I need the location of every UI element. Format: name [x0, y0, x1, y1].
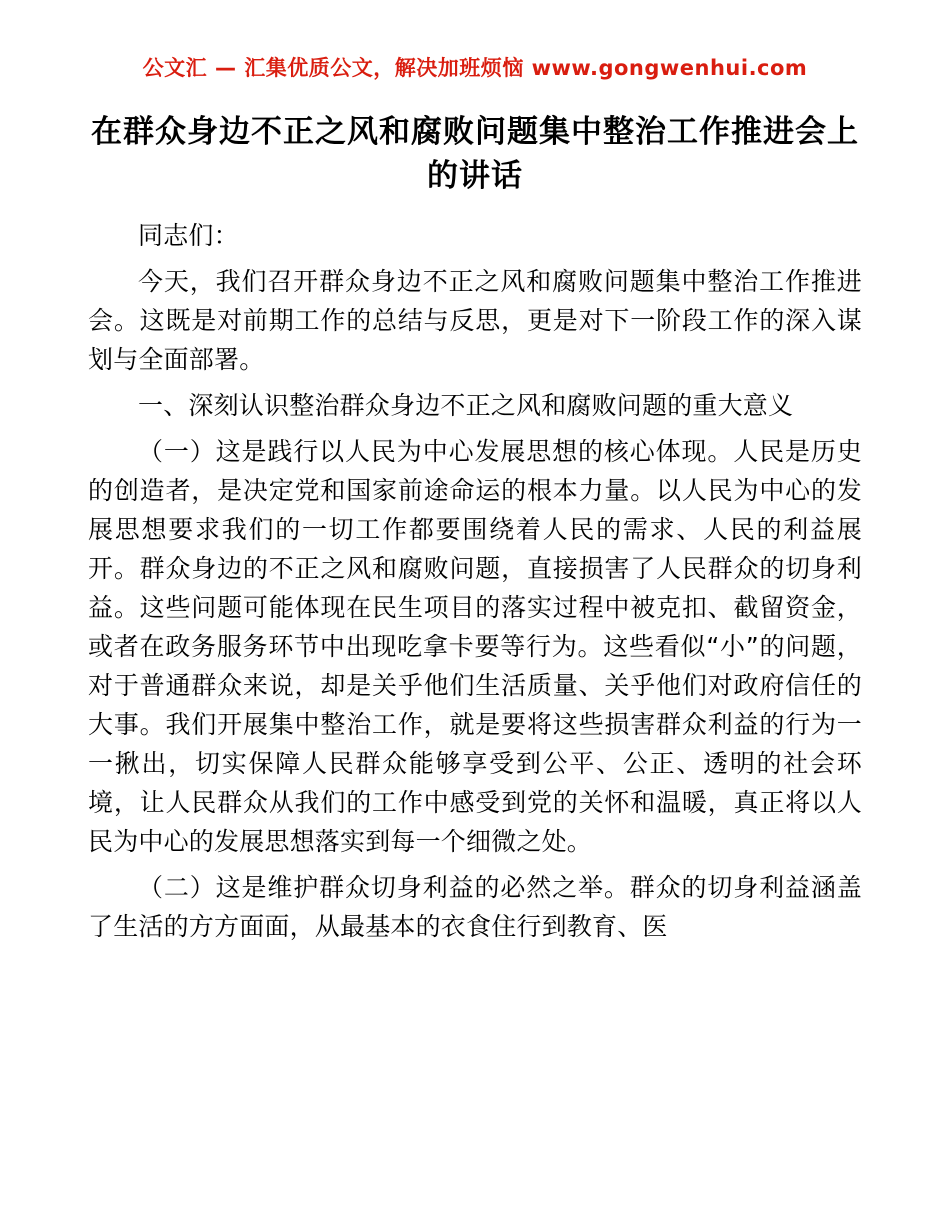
paragraph-item-two: （二）这是维护群众切身利益的必然之举。群众的切身利益涵盖了生活的方方面面，从最基本的衣食住行到教育、医	[88, 873, 862, 942]
paragraph-opening: 今天，我们召开群众身边不正之风和腐败问题集中整治工作推进会。这既是对前期工作的总结与反思，更是对下一阶段工作的深入谋划与全面部署。	[88, 267, 862, 375]
page-title: 在群众身边不正之风和腐败问题集中整治工作推进会上的讲话	[91, 114, 859, 195]
watermark-banner: 公文汇 — 汇集优质公文，解决加班烦恼 www.gongwenhui.com	[142, 56, 808, 80]
paragraph-item-one: （一）这是践行以人民为中心发展思想的核心体现。人民是历史的创造者，是决定党和国家前途命运的根本力量。以人民为中心的发展思想要求我们的一切工作都要围绕着人民的需求、人民的利益展开。群众身边的不正之风和腐败问题，直接损害了人民群众的切身利益。这些问题可能体现在民生项目的落实过程中被克扣、截留资金，或者在政务服务环节中出现吃拿卡要等行为。这些看似“小”的问题，对于普通群众来说，却是关乎他们生活质量、关乎他们对政府信任的大事。我们开展集中整治工作，就是要将这些损害群众利益的行为一一揪出，切实保障人民群众能够享受到公平、公正、透明的社会环境，让人民群众从我们的工作中感受到党的关怀和温暖，真正将以人民为中心的发展思想落实到每一个细微之处。	[88, 437, 862, 857]
section-heading-one: 一、深刻认识整治群众身边不正之风和腐败问题的重大意义	[138, 391, 794, 421]
paragraph-salutation: 同志们：	[138, 221, 239, 251]
document-body	[88, 216, 862, 946]
